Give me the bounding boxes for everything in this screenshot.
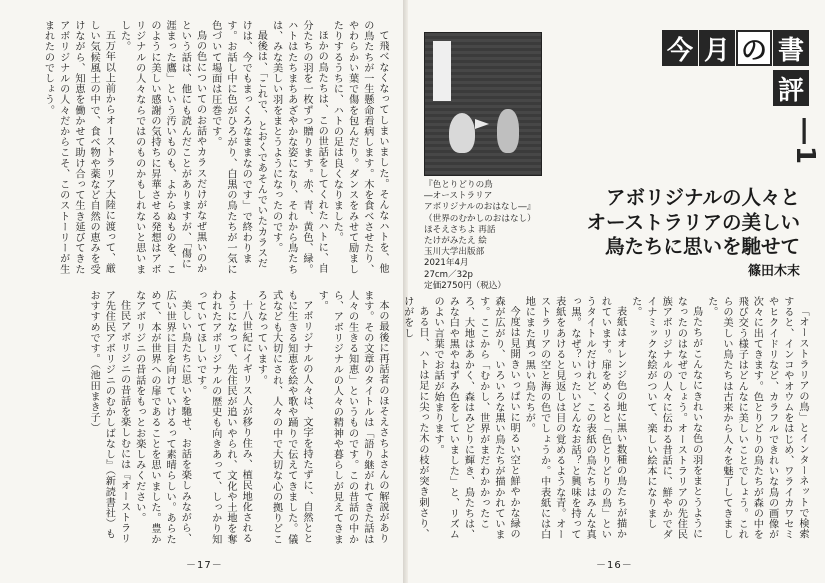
kicker-char-1: 今	[662, 30, 698, 66]
book-publisher: 玉川大学出版部	[424, 247, 485, 258]
kicker-char-5: 評	[773, 70, 809, 106]
kicker-char-4: 書	[773, 30, 809, 66]
book-illustrator: たけがみたえ 絵	[424, 236, 487, 247]
left-text-col1: て飛べなくなってしまいました。そんなハトを、他の鳥たちが一生懸命看病します。木を食べさせたり、やわらかい葉で傷を包んだり。ダンスをみせて励ましたりするうちに、ハトの足は良くなりました。	[331, 20, 388, 275]
page-number-right: －16－	[596, 560, 633, 571]
headline-line-2: オーストラリアの美しい	[586, 210, 800, 234]
book-title-line: アボリジナルのおはなし―』	[424, 202, 536, 213]
book-date: 2021年4月	[424, 258, 469, 269]
cover-title-tag	[433, 41, 451, 101]
kicker-char-2: 月	[699, 30, 735, 66]
headline-line-1: アボリジナルの人々と	[605, 186, 800, 209]
left-text-col5: 五万年以上前からオーストラリア大陸に渡って、厳しい気候風土の中で、食べ物や薬など自然の恵みを受けながら、知恵を働かせて助け合って生き延びてきたアボリジナルの人々だからこそ、このストーリーが生まれたのでしょう。	[42, 20, 115, 275]
cover-bird-illustration	[497, 109, 519, 153]
left-text-col7: アボリジナルの人々は、文字を持たずに、自然とともに生きる知恵を絵や歌や踊りで伝えてきました。儀式なども大切にされ、人々の中で大切な心の拠りどころとなっています。	[255, 290, 312, 545]
book-reteller: ほそえさちよ 再話	[424, 224, 496, 235]
page-number-left: －17－	[186, 560, 223, 571]
article-author: 篠田木末	[747, 264, 800, 279]
book-size: 27cm／32p	[424, 269, 474, 280]
left-text-col8: 十八世紀にイギリス人が移り住み、植民地化されるようになって、先住民が追いやられ、文化や土地を奪われたアボリジナルの歴史も向きあって、しっかり知っていてほしいです。	[194, 290, 252, 545]
cover-bird-illustration	[449, 113, 475, 153]
right-text-col5: ある日、ハトは足に尖った木の枝が突き刺さり、けがをし	[401, 296, 428, 540]
book-title-line: 『色とりどりの鳥	[424, 180, 493, 190]
book-series: （世界のむかしのおはなし）	[424, 213, 536, 224]
left-text-col10: 住民アボリジニの昔話を楽しむには『オーストラリア先住民アボリジニのむかしばなし』（新読書社）もおすすめです。（池田まき子）	[88, 290, 130, 544]
right-text-col1: 「オーストラリアの鳥」とインターネットで検索すると、インコやオウムをはじめ、ワライカワセミやヒクイドリなど、カラフルできれいな鳥の画像が次々に出てきます。色とりどりの鳥たちが森の中を飛び交う様子はどんなに美しいことでしょう。これらの美しい鳥たちは古来から人々を魅了してきました。	[705, 296, 808, 540]
right-text-col4: 今度は見開きいっぱいに明るい空と鮮やかな緑の森が広がり、いろいろな黒い鳥たちが描かれています。ここから「むかし、世界がまだわかかったころ、大地はあかく、森はみどりに輝き、鳥たちは、みな白や黒やねずみ色をしていました」と、リズムのよい言葉でお話が始まります。	[432, 296, 520, 540]
book-price: 定価2750円（税込）	[424, 280, 507, 291]
left-text-col6: 本の最後に再話者のほそえさちよさんの解説があります。その文章のタイトルは「語り継がれてきた話は人々の生きる知恵」というものです。この昔話の中から、アボリジナルの人々の精神や暮らしが見えてきます。	[316, 290, 388, 545]
right-text-col3: 表紙はオレンジ色の地に黒い数種の鳥たちが描かれています。扉をめくると「色とりどりの鳥」というタイトルだけれど、この表紙の鳥たちはみんな真っ黒。なぜ？いったいどんなお話？と興味を持って表紙をあけると見返しは目の覚めるような青。オーストラリアの空と海の色でしょうか。中表紙には白地にまた真っ黒い鳥たちが。	[523, 296, 626, 540]
article-headline	[560, 186, 800, 260]
left-text-col9: 美しい鳥たちに思いを馳せ、お話を楽しみながら、広い世界に目を向けていけるって素晴らしい。あらためて、本が世界への扉であることを思いました。豊かなアボリジニの昔話をもっとお楽しみください。	[133, 290, 191, 545]
right-text-col2: 鳥たちがこんなにきれいな色の羽をまとうようになったのはなぜでしょう。オーストラリアの先住民族アボリジナルの人々に伝わる昔話に、鮮やかでダイナミックな絵がついて、楽しい絵本になりました。	[629, 296, 702, 540]
left-column-block-top	[20, 20, 390, 275]
book-title-line: ―オーストラリア	[424, 191, 493, 202]
left-page	[0, 0, 405, 583]
left-text-col3: 最後は、「これで、とおくであそんでいたカラスだけは、今でもまっくろなままなのです」で終わります。お話し中に色がひろがり、白黒の鳥たちが一気に色づいて場面は圧巻です。	[209, 20, 267, 275]
left-text-col4: 鳥の色についてのお話やカラスだけがなぜ黒いのかという話は、他にも読んだことがありますが、「傷に涯まった鷹」という汚いものも、よからぬものを、このように美しい感謝の気持ちに昇華させる発想はアボリジナルの人々ならではのものかもしれないと思いました。	[118, 20, 206, 275]
left-column-block-bottom	[20, 290, 390, 545]
cover-bird-beak	[475, 119, 489, 129]
review-kicker	[662, 30, 812, 110]
kicker-number: ―1	[790, 118, 820, 167]
right-column-block	[401, 296, 810, 546]
book-cover-image	[424, 32, 542, 176]
kicker-char-3: の	[736, 30, 772, 66]
book-info	[424, 180, 544, 292]
left-text-col2: ほかの鳥たちは、この世話をしてくれたハトに、自分たちの羽を一枚ずつ贈ります。赤、青、黄色、緑。ハトはたちまちあざやかな姿になり、それから鳥たちは、みな美しい羽をまとうようになったのです。	[270, 20, 328, 275]
headline-line-3: 鳥たちに思いを馳せて	[604, 235, 800, 258]
